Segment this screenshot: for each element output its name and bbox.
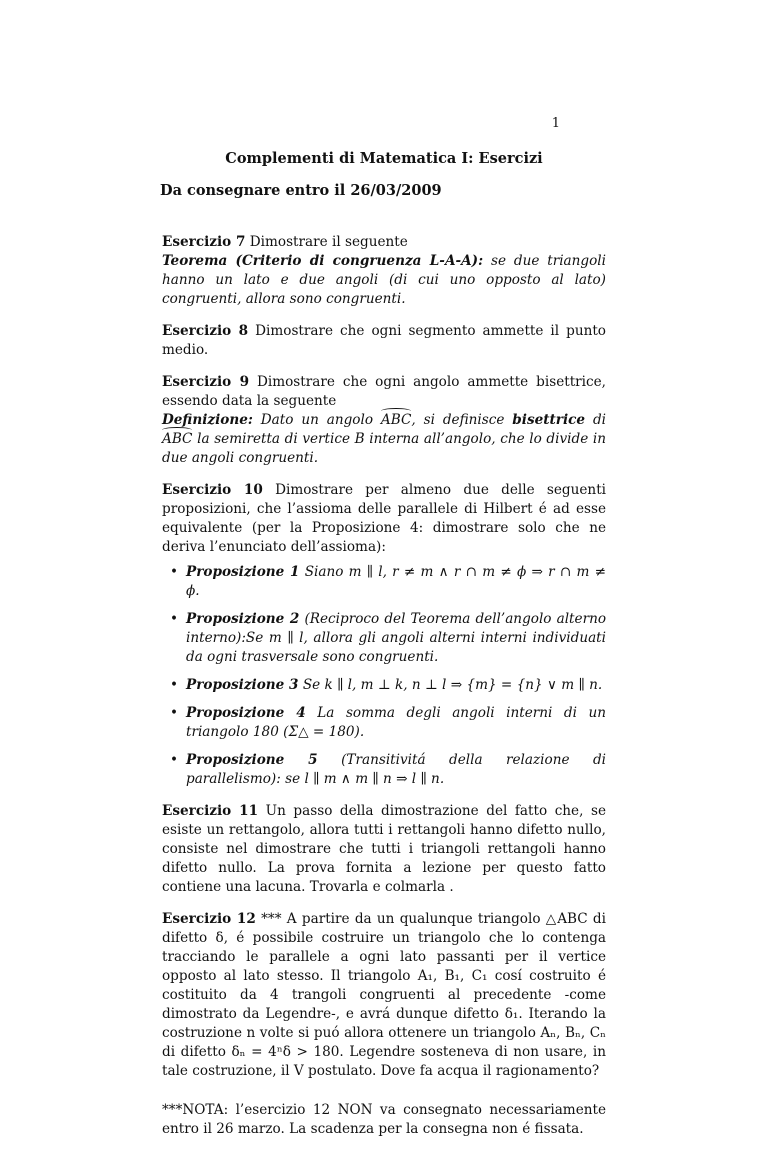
proposition-item [186, 704, 606, 742]
definition-term: bisettrice [512, 412, 586, 428]
exercise-12-text: *** A partire da un qualunque triangolo △ABC di difetto δ, é possibile costruire un triangolo che lo contenga tracciando le parallele a ogni lato passanti per il vertice opposto al lato stesso. Il triangolo A₁, B₁, C₁ cosí costruito é costituito da 4 trangoli congruenti al precedente -come dimostrato da Legendre-, e avrá dunque difetto δ₁. Iterando la costruzione n volte si puó allora ottenere un triangolo Aₙ, Bₙ, Cₙ di difetto δₙ = 4ⁿδ > 180. Legendre sosteneva di non usare, in tale costruzione, il V postulato. Dove fa acqua il ragionamento? [162, 911, 606, 1079]
deadline-subtitle: Da consegnare entro il 26/03/2009 [160, 182, 442, 199]
proposition-text: (Reciproco del Teorema dell’angolo alterno interno):Se m ∥ l, allora gli angoli alterni interni individuati da ogni trasversale sono congruenti. [186, 611, 607, 665]
exercise-9-label: Esercizio 9 [162, 374, 250, 390]
proposition-item [186, 751, 606, 789]
exercise-8-text: Dimostrare che ogni segmento ammette il punto medio. [162, 323, 606, 358]
exercise-11-label: Esercizio 11 [162, 803, 259, 819]
proposition-item [186, 563, 606, 601]
exercise-10 [162, 481, 606, 789]
note: ***NOTA: l’esercizio 12 NON va consegnato necessariamente entro il 26 marzo. La scadenza per la consegna non é fissata. [162, 1102, 606, 1137]
proposition-text: Siano m ∥ l, r ≠ m ∧ r ∩ m ≠ ϕ ⇒ r ∩ m ≠ ϕ. [186, 564, 606, 599]
exercise-8 [162, 322, 606, 360]
proposition-label: Proposizione 3 [186, 677, 299, 693]
proposition-text: (Transitivitá della relazione di parallelismo): se l ∥ m ∧ m ∥ n ⇒ l ∥ n. [186, 752, 606, 787]
page-number: 1 [551, 116, 560, 131]
exercise-9 [162, 373, 606, 468]
exercise-12-label: Esercizio 12 [162, 911, 256, 927]
proposition-list [162, 563, 606, 789]
proposition-label: Proposizione 5 [186, 752, 318, 768]
angle-abc-2: ABC [162, 431, 193, 447]
proposition-text: La somma degli angoli interni di un triangolo 180 (Σ△ = 180). [186, 705, 607, 740]
proposition-item [186, 610, 606, 667]
proposition-item [186, 676, 606, 695]
exercise-8-label: Esercizio 8 [162, 323, 249, 339]
angle-abc: ABC [380, 412, 412, 428]
theorem-text: se due triangoli hanno un lato e due angoli (di cui uno opposto al lato) congruenti, allora sono congruenti. [162, 253, 606, 307]
definition-label: Definizione: [162, 412, 253, 428]
theorem-label: Teorema (Criterio di congruenza L-A-A): [162, 253, 484, 269]
exercise-12 [162, 910, 606, 1081]
proposition-label: Proposizione 2 [186, 611, 300, 627]
exercise-11-text: Un passo della dimostrazione del fatto che, se esiste un rettangolo, allora tutti i rettangoli hanno difetto nullo, consiste nel dimostrare che tutti i triangoli rettangoli hanno difetto nullo. La prova fornita a lezione per questo fatto contiene una lacuna. Trovarla e colmarla . [162, 803, 607, 895]
definition-part-4: la semiretta di vertice B interna all’angolo, che lo divide in due angoli congruenti. [162, 431, 606, 466]
exercise-9-text: Dimostrare che ogni angolo ammette bisettrice, essendo data la seguente [162, 374, 606, 409]
exercise-7-intro: Dimostrare il seguente [249, 234, 408, 250]
definition-part-2: , si definisce [411, 412, 505, 428]
definition-part-3: di [592, 412, 607, 428]
exercise-10-label: Esercizio 10 [162, 482, 263, 498]
exercise-7 [162, 233, 606, 309]
exercise-10-text: Dimostrare per almeno due delle seguenti proposizioni, che l’assioma delle parallele di Hilbert é ad esse equivalente (per la Proposizione 4: dimostrare solo che ne deriva l’enunciato dell’assioma): [162, 482, 606, 555]
exercise-7-label: Esercizio 7 [162, 234, 246, 250]
proposition-label: Proposizione 4 [186, 705, 306, 721]
proposition-text: Se k ∥ l, m ⊥ k, n ⊥ l ⇒ {m} = {n} ∨ m ∥ n. [302, 677, 603, 693]
exercise-body [162, 233, 606, 1152]
exercise-11 [162, 802, 606, 897]
proposition-label: Proposizione 1 [186, 564, 300, 580]
definition-part-1: Dato un angolo [260, 412, 374, 428]
document-title: Complementi di Matematica I: Esercizi [225, 150, 543, 167]
